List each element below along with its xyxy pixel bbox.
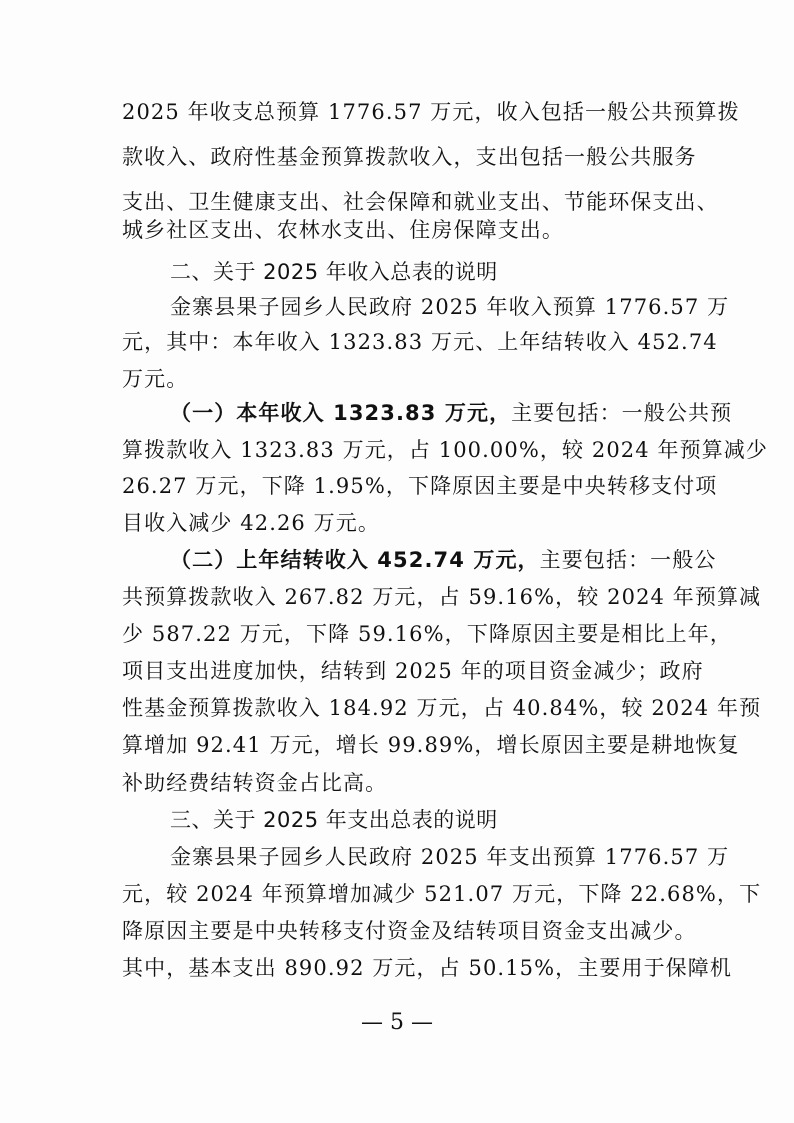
- section-heading-income: 二、关于 2025 年收入总表的说明: [170, 260, 498, 284]
- body-text-line: 其中，基本支出 890.92 万元，占 50.15%，主要用于保障机: [122, 956, 732, 980]
- subsection-heading: （一）本年收入 1323.83 万元，: [170, 401, 512, 425]
- subsection-current-year-income: [170, 398, 733, 428]
- body-text-line: 城乡社区支出、农林水支出、住房保障支出。: [122, 218, 564, 242]
- body-text-line: 算拨款收入 1323.83 万元，占 100.00%，较 2024 年预算减少: [122, 438, 768, 462]
- body-text-line: 万元。: [122, 367, 189, 391]
- body-text-line: 金寨县果子园乡人民政府 2025 年支出预算 1776.57 万: [170, 845, 730, 869]
- subsection-heading: （二）上年结转收入 452.74 万元，: [170, 548, 540, 572]
- subsection-text: 主要包括：一般公共预: [511, 401, 733, 425]
- subsection-text: 主要包括：一般公: [539, 548, 717, 572]
- body-text-line: 算增加 92.41 万元，增长 99.89%，增长原因主要是耕地恢复: [122, 733, 740, 757]
- body-text-line: 款收入、政府性基金预算拨款收入，支出包括一般公共服务: [122, 145, 697, 169]
- body-text-line: 支出、卫生健康支出、社会保障和就业支出、节能环保支出、: [122, 190, 719, 214]
- body-text-line: 26.27 万元，下降 1.95%，下降原因主要是中央转移支付项: [122, 474, 718, 498]
- body-text-line: 共预算拨款收入 267.82 万元，占 59.16%，较 2024 年预算减: [122, 585, 762, 609]
- body-text-line: 目收入减少 42.26 万元。: [122, 511, 380, 535]
- section-heading-expenditure: 三、关于 2025 年支出总表的说明: [170, 808, 498, 832]
- body-text-line: 降原因主要是中央转移支付资金及结转项目资金支出减少。: [122, 919, 697, 943]
- body-text-line: 元，较 2024 年预算增加减少 521.07 万元，下降 22.68%，下: [122, 882, 762, 906]
- body-text-line: 项目支出进度加快，结转到 2025 年的项目资金减少；政府: [122, 659, 704, 683]
- body-text-line: 补助经费结转资金占比高。: [122, 771, 388, 795]
- body-text-line: 2025 年收支总预算 1776.57 万元，收入包括一般公共预算拨: [122, 100, 740, 124]
- body-text-line: 少 587.22 万元，下降 59.16%，下降原因主要是相比上年，: [122, 622, 732, 646]
- subsection-carryover-income: [170, 545, 717, 575]
- body-text-line: 元，其中：本年收入 1323.83 万元、上年结转收入 452.74: [122, 330, 718, 354]
- body-text-line: 性基金预算拨款收入 184.92 万元，占 40.84%，较 2024 年预: [122, 696, 762, 720]
- body-text-line: 金寨县果子园乡人民政府 2025 年收入预算 1776.57 万: [170, 295, 730, 319]
- page-number: — 5 —: [361, 1010, 433, 1035]
